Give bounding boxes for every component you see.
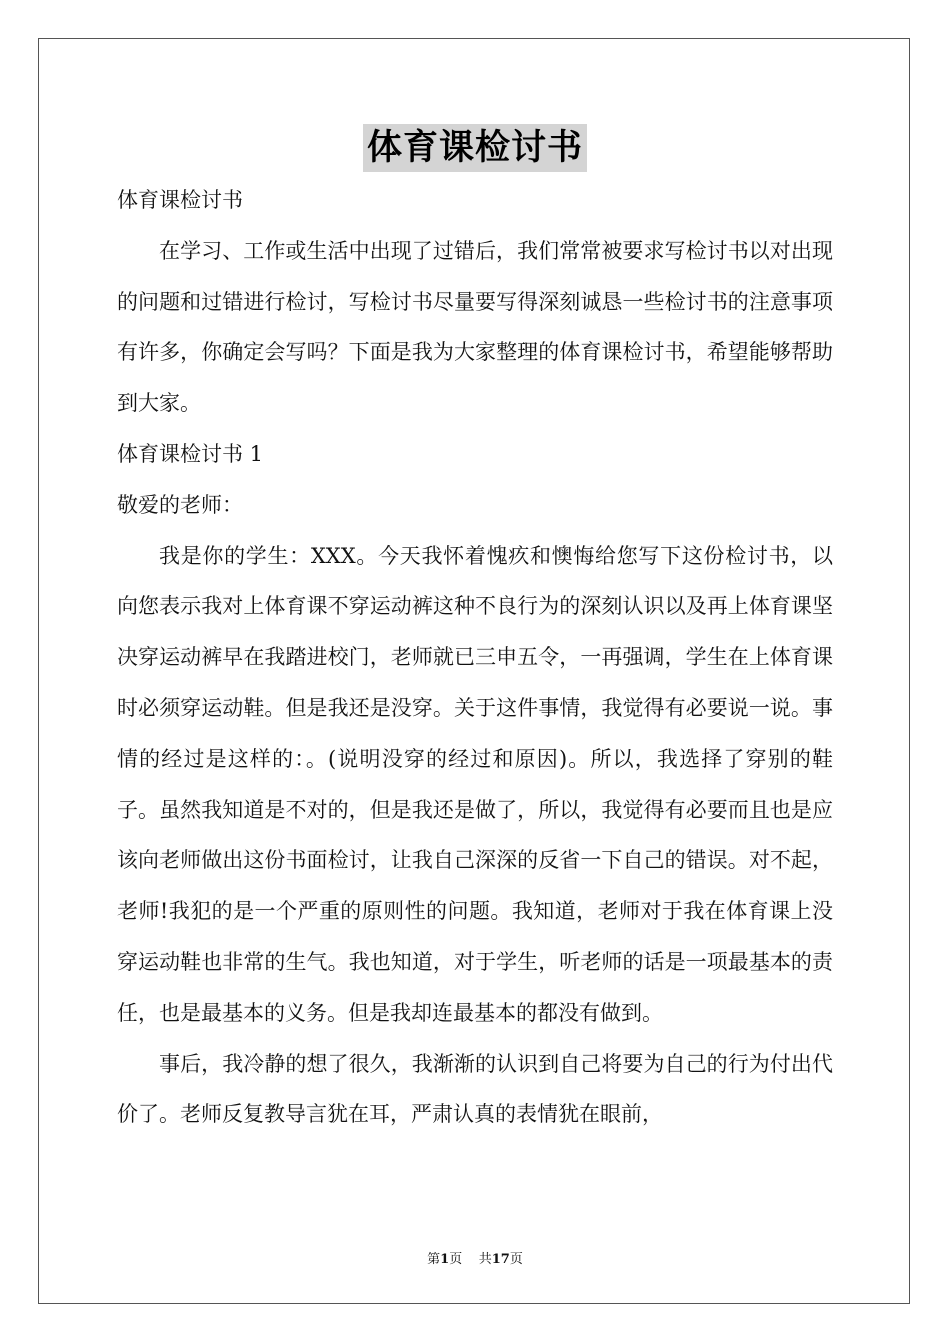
total-suffix: 页 — [509, 1252, 523, 1267]
total-pages: 17 — [491, 1252, 510, 1267]
body-paragraph: 我是你的学生：XXX。今天我怀着愧疚和懊悔给您写下这份检讨书，以向您表示我对上体育课不穿运动裤这种不良行为的深刻认识以及再上体育课坚决穿运动裤早在我踏进校门，老师就已三申五令，一再强调，学生在上体育课时必须穿运动鞋。但是我还是没穿。关于这件事情，我觉得有必要说一说。事情的经过是这样的：。(说明没穿的经过和原因)。所以，我选择了穿别的鞋子。虽然我知道是不对的，但是我还是做了，所以，我觉得有必要而且也是应该向老师做出这份书面检讨，让我自己深深的反省一下自己的错误。对不起，老师!我犯的是一个严重的原则性的问题。我知道，老师对于我在体育课上没穿运动鞋也非常的生气。我也知道，对于学生，听老师的话是一项最基本的责任，也是最基本的义务。但是我却连最基本的都没有做到。 — [117, 543, 833, 1025]
salutation: 敬爱的老师： — [117, 492, 243, 517]
subtitle-paragraph: 体育课检讨书 — [117, 188, 243, 212]
title-container — [0, 124, 950, 172]
body-paragraph: 事后，我冷静的想了很久，我渐渐的认识到自己将要为自己的行为付出代价了。老师反复教导言犹在耳，严肃认真的表情犹在眼前， — [117, 1051, 833, 1127]
page-number: 1 — [440, 1252, 450, 1267]
document-body — [117, 175, 833, 1140]
section-heading: 体育课检讨书 1 — [117, 441, 264, 466]
page-suffix: 页 — [449, 1252, 463, 1267]
page-prefix: 第 — [427, 1252, 441, 1267]
page-footer — [0, 1248, 950, 1267]
total-prefix: 共 — [478, 1252, 492, 1267]
document-title: 体育课检讨书 — [363, 124, 587, 172]
intro-paragraph: 在学习、工作或生活中出现了过错后，我们常常被要求写检讨书以对出现的问题和过错进行检讨，写检讨书尽量要写得深刻诚恳一些检讨书的注意事项有许多，你确定会写吗？下面是我为大家整理的体育课检讨书，希望能够帮助到大家。 — [117, 238, 833, 416]
